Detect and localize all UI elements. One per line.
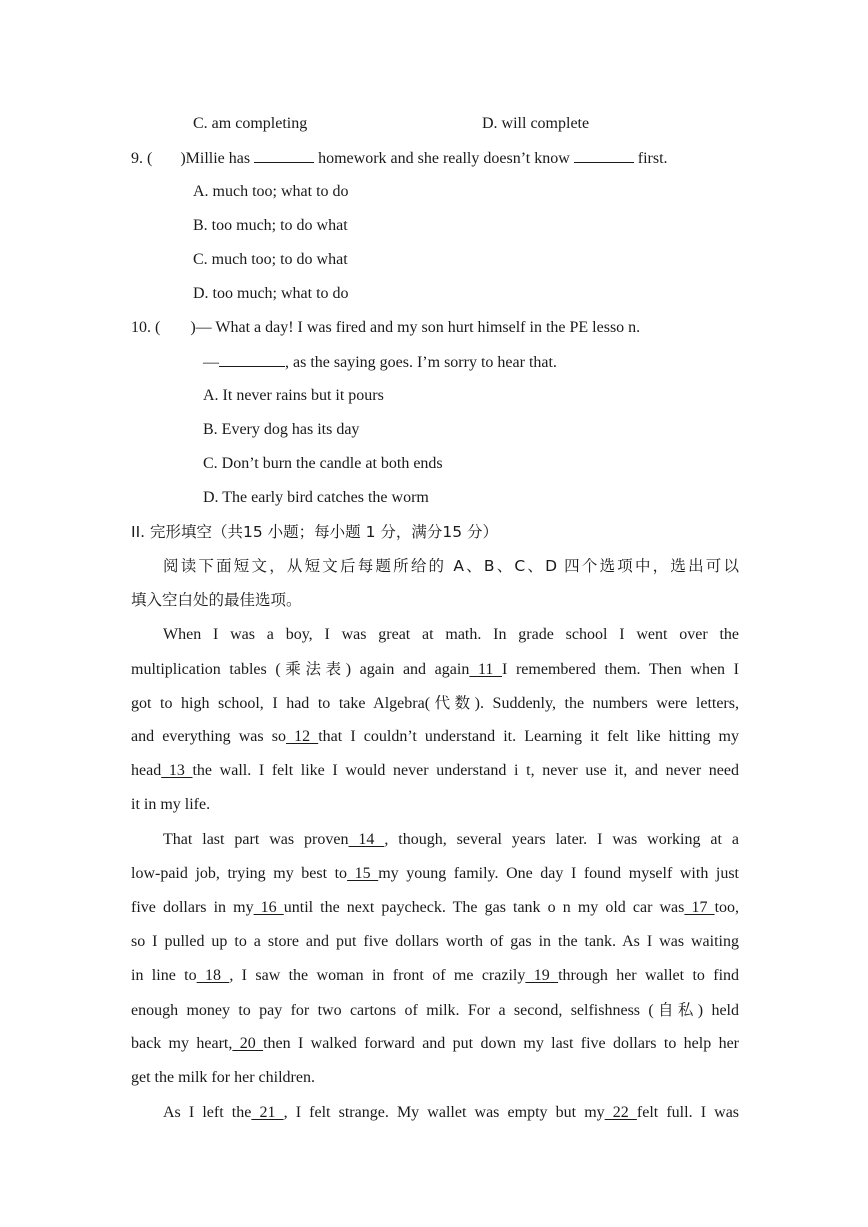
text-run: and everything was so [131, 728, 286, 745]
passage-line [131, 1034, 739, 1054]
passage-line: get the milk for her children. [131, 1069, 315, 1086]
q9-stem [131, 148, 668, 169]
text-run: then I walked forward and put down my last five dollars to help her [263, 1035, 740, 1052]
q9-stem-part-2: homework and she really doesn’t know [318, 150, 570, 167]
text-run: my young family. One day I found myself with just [378, 865, 739, 882]
cloze-blank-20: 20 [232, 1035, 264, 1052]
q10-stem-text: )— What a day! I was fired and my son hurt himself in the PE lesso n. [190, 319, 641, 336]
text-run: felt full. I was [636, 1104, 740, 1121]
q10-reply-text: , as the saying goes. I’m sorry to hear that. [285, 354, 557, 371]
q9-option-d: D. too much; what to do [193, 285, 349, 302]
passage-line [131, 864, 739, 884]
q10-number: 10. ( [131, 319, 161, 336]
q8-option-d: D. will complete [482, 115, 590, 132]
q8-option-c: C. am completing [193, 115, 308, 132]
text-run: got to high school, I had to take Algebra( [131, 695, 431, 712]
answer-blank [574, 148, 634, 163]
q10-reply [203, 352, 557, 373]
cloze-blank-19: 19 [525, 967, 559, 984]
text-run: , I saw the woman in front of me crazily [229, 967, 526, 984]
q10-option-d: D. The early bird catches the worm [203, 489, 429, 506]
q10-stem [131, 318, 640, 338]
passage-line [131, 966, 739, 986]
q10-reply-dash: — [203, 354, 219, 371]
passage-line: so I pulled up to a store and put five dollars worth of gas in the tank. As I was waiting [131, 933, 739, 950]
cloze-blank-12: 12 [285, 728, 319, 745]
section-heading: II. 完形填空（共15 小题；每小题 1 分，满分15 分） [131, 523, 499, 541]
answer-blank [254, 148, 314, 163]
q10-option-a: A. It never rains but it pours [203, 387, 384, 404]
cloze-blank-17: 17 [684, 899, 715, 916]
text-run: 自私 [653, 1001, 698, 1019]
text-run: ). Suddenly, the numbers were letters, [474, 695, 739, 712]
cloze-blank-13: 13 [161, 762, 193, 779]
cloze-blank-22: 22 [604, 1104, 637, 1121]
cloze-blank-18: 18 [196, 967, 230, 984]
cloze-blank-21: 21 [251, 1104, 284, 1121]
text-run: that I couldn’t understand it. Learning it felt like hitting my [318, 728, 740, 745]
text-run: 乘法表 [280, 660, 346, 678]
text-run: five dollars in my [131, 899, 254, 916]
text-run: ) again and again [345, 661, 470, 678]
text-run: multiplication tables ( [131, 661, 281, 678]
section-instructions-line-1: 阅读下面短文，从短文后每题所给的 A、B、C、D 四个选项中，选出可以 [163, 557, 739, 575]
q9-option-a: A. much too; what to do [193, 183, 349, 200]
text-run: , though, several years later. I was working at a [384, 831, 739, 848]
cloze-blank-11: 11 [469, 661, 503, 678]
passage-line [163, 1103, 739, 1123]
passage-line [131, 761, 739, 781]
text-run: the wall. I felt like I would never understand i t, never use it, and never need [192, 762, 739, 779]
q9-option-b: B. too much; to do what [193, 217, 348, 234]
passage-line: When I was a boy, I was great at math. In grade school I went over the [163, 626, 739, 643]
passage-line: it in my life. [131, 796, 211, 813]
q9-option-c: C. much too; to do what [193, 251, 348, 268]
passage-line [131, 693, 739, 714]
text-run: 代数 [430, 694, 475, 712]
q10-option-c: C. Don’t burn the candle at both ends [203, 455, 443, 472]
text-run: enough money to pay for two cartons of milk. For a second, selfishness ( [131, 1002, 654, 1019]
text-run: As I left the [163, 1104, 252, 1121]
passage-line [131, 898, 739, 918]
text-run: through her wallet to find [558, 967, 740, 984]
text-run: low-paid job, trying my best to [131, 865, 348, 882]
text-run: back my heart, [131, 1035, 233, 1052]
passage-line [163, 830, 739, 850]
passage-line [131, 1000, 739, 1021]
text-run: too, [714, 899, 740, 916]
q9-stem-part-3: first. [637, 150, 668, 167]
cloze-blank-14: 14 [348, 831, 385, 848]
passage-line [131, 727, 739, 747]
cloze-blank-16: 16 [253, 899, 284, 916]
q9-number: 9. ( [131, 150, 153, 167]
answer-blank [219, 352, 285, 367]
passage-line [131, 659, 739, 680]
text-run: in line to [131, 967, 197, 984]
q10-option-b: B. Every dog has its day [203, 421, 360, 438]
text-run: That last part was proven [163, 831, 349, 848]
cloze-blank-15: 15 [347, 865, 379, 882]
text-run: head [131, 762, 162, 779]
section-instructions-line-2: 填入空白处的最佳选项。 [131, 591, 302, 609]
text-run: until the next paycheck. The gas tank o n my old car was [283, 899, 685, 916]
text-run: , I felt strange. My wallet was empty but my [283, 1104, 605, 1121]
text-run: I remembered them. Then when I [502, 661, 740, 678]
text-run: ) held [697, 1002, 739, 1019]
q9-stem-part-1: )Millie has [180, 150, 251, 167]
